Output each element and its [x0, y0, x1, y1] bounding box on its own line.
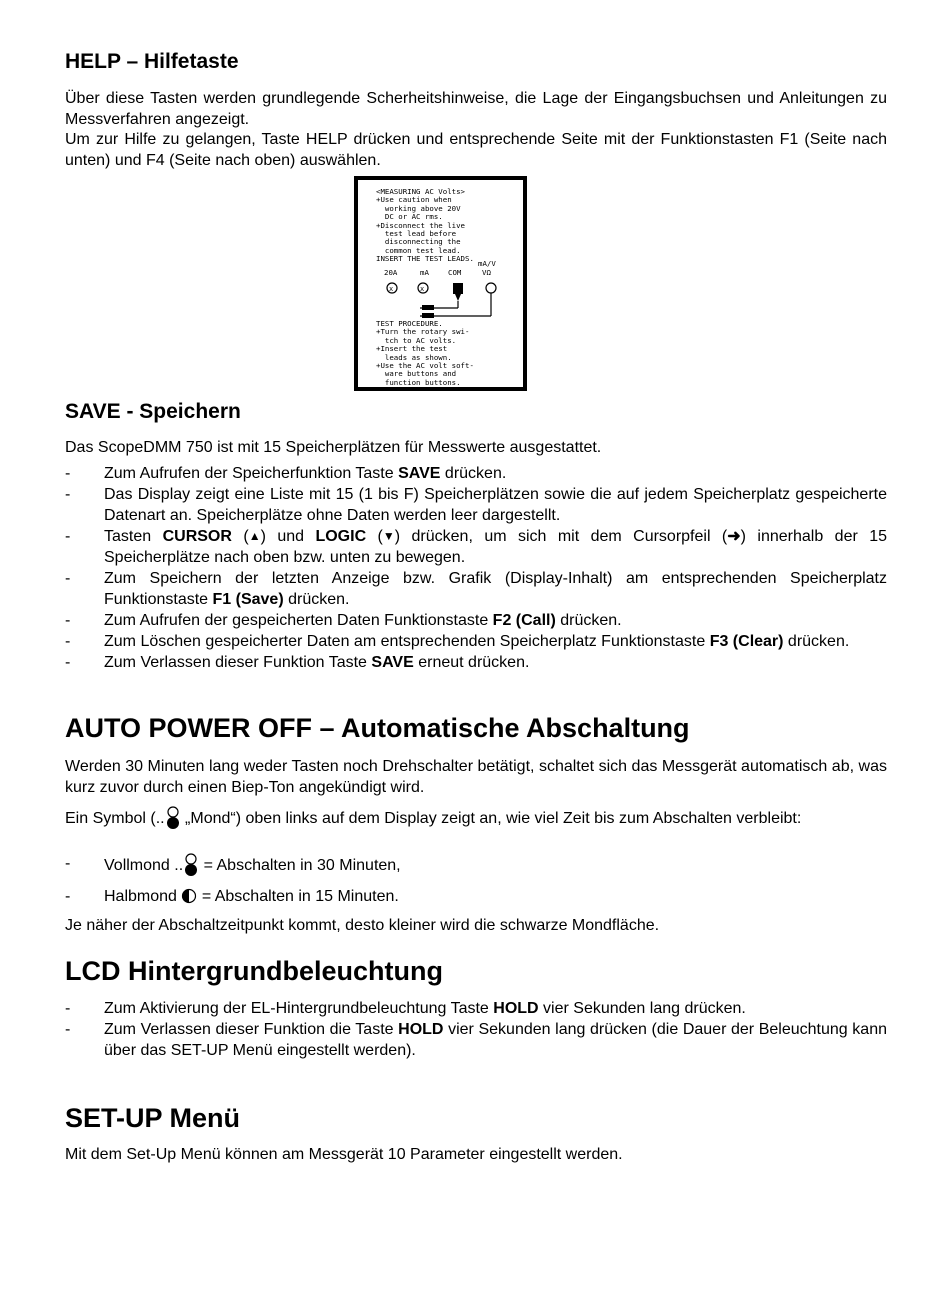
auto-power-off-paragraph-1: Werden 30 Minuten lang weder Tasten noch Drehschalter betätigt, schaltet sich das Messgerät automatisch ab, was kurz zuvor durch einen Biep-Ton angekündigt wird.	[65, 758, 887, 796]
help-lcd-screenshot: <MEASURING AC Volts> +Use caution when working above 20V DC or AC rms. +Disconnect the live test lead before disconnecting the common test lead. INSERT THE TEST LEADS. mA/V 20A mA COM VΩ x x TEST PROCEDURE. +Turn the rotary swi- tch to AC volts. +Insert the test leads as shown. +Use the AC volt soft- ware buttons and function buttons.	[354, 176, 527, 391]
auto-power-off-paragraph-3: Je näher der Abschaltzeitpunkt kommt, desto kleiner wird die schwarze Mondfläche.	[65, 917, 660, 934]
svg-text:x: x	[420, 285, 425, 293]
list-item: - Zum Aktivierung der EL-Hintergrundbeleuchtung Taste HOLD vier Sekunden lang drücken.	[65, 1000, 746, 1017]
list-item: - Zum Löschen gespeicherter Daten am entsprechenden Speicherplatz Funktionstaste F3 (Clear) drücken.	[65, 633, 850, 651]
save-list	[65, 463, 887, 673]
help-paragraph-1: Über diese Tasten werden grundlegende Scherheitshinweise, die Lage der Eingangsbuchsen und Anleitungen zu Messverfahren angezeigt.	[65, 90, 887, 128]
auto-power-off-heading: AUTO POWER OFF – Automatische Abschaltung	[65, 713, 690, 743]
lcd-backlight-heading: LCD Hintergrundbeleuchtung	[65, 956, 443, 986]
lcd-text-bottom: TEST PROCEDURE. +Turn the rotary swi- tch to AC volts. +Insert the test leads as shown. +Use the AC volt soft- ware buttons and function buttons.	[376, 319, 474, 387]
lcd-text-top: <MEASURING AC Volts> +Use caution when working above 20V DC or AC rms. +Disconnect the live test lead before disconnecting the common test lead. INSERT THE TEST LEADS.	[376, 187, 474, 264]
half-moon-icon	[181, 886, 197, 907]
lcd-backlight-list	[65, 998, 887, 1061]
list-item: - Das Display zeigt eine Liste mit 15 (1 bis F) Speicherplätzen sowie die auf jedem Speicherplatz gespeicherte Datenart an. Speicherplätze ohne Daten werden leer dargestellt.	[65, 486, 887, 524]
triangle-up-icon: ▲	[248, 529, 261, 544]
setup-paragraph: Mit dem Set-Up Menü können am Messgerät 10 Parameter eingestellt werden.	[65, 1146, 623, 1163]
setup-heading: SET-UP Menü	[65, 1103, 241, 1133]
help-heading: HELP – Hilfetaste	[65, 50, 239, 73]
save-heading: SAVE - Speichern	[65, 400, 241, 423]
list-item: - Zum Verlassen dieser Funktion Taste SAVE erneut drücken.	[65, 654, 530, 672]
svg-text:x: x	[389, 285, 394, 293]
auto-power-off-paragraph-2: Ein Symbol (.. „Mond“) oben links auf dem Display zeigt an, wie viel Zeit bis zum Abschalten verbleibt:	[65, 806, 887, 832]
list-item: - Zum Aufrufen der Speicherfunktion Taste SAVE drücken.	[65, 465, 507, 482]
arrow-right-icon: ➜	[727, 528, 741, 545]
full-moon-icon	[183, 853, 199, 879]
list-item: - Zum Verlassen dieser Funktion die Taste HOLD vier Sekunden lang drücken (die Dauer der Beleuchtung kann über das SET-UP Menü eingestellt werden).	[65, 1021, 888, 1059]
save-intro: Das ScopeDMM 750 ist mit 15 Speicherplätzen für Messwerte ausgestattet.	[65, 439, 602, 456]
list-item: - Zum Speichern der letzten Anzeige bzw. Grafik (Display-Inhalt) am entsprechenden Speicherplatz Funktionstaste F1 (Save) drücken.	[65, 570, 887, 609]
list-item: - Zum Aufrufen der gespeicherten Daten Funktionstaste F2 (Call) drücken.	[65, 612, 622, 630]
full-moon-icon	[165, 806, 181, 832]
triangle-down-icon: ▼	[382, 529, 395, 544]
help-paragraph-2: Um zur Hilfe zu gelangen, Taste HELP drücken und entsprechende Seite mit der Funktionstasten F1 (Seite nach unten) und F4 (Seite nach oben) auswählen.	[65, 131, 887, 169]
list-item: - Tasten CURSOR (▲) und LOGIC (▼) drücken, um sich mit dem Cursorpfeil (➜) innerhalb der 15 Speicherplätze nach oben bzw. unten zu bewegen.	[65, 528, 888, 567]
